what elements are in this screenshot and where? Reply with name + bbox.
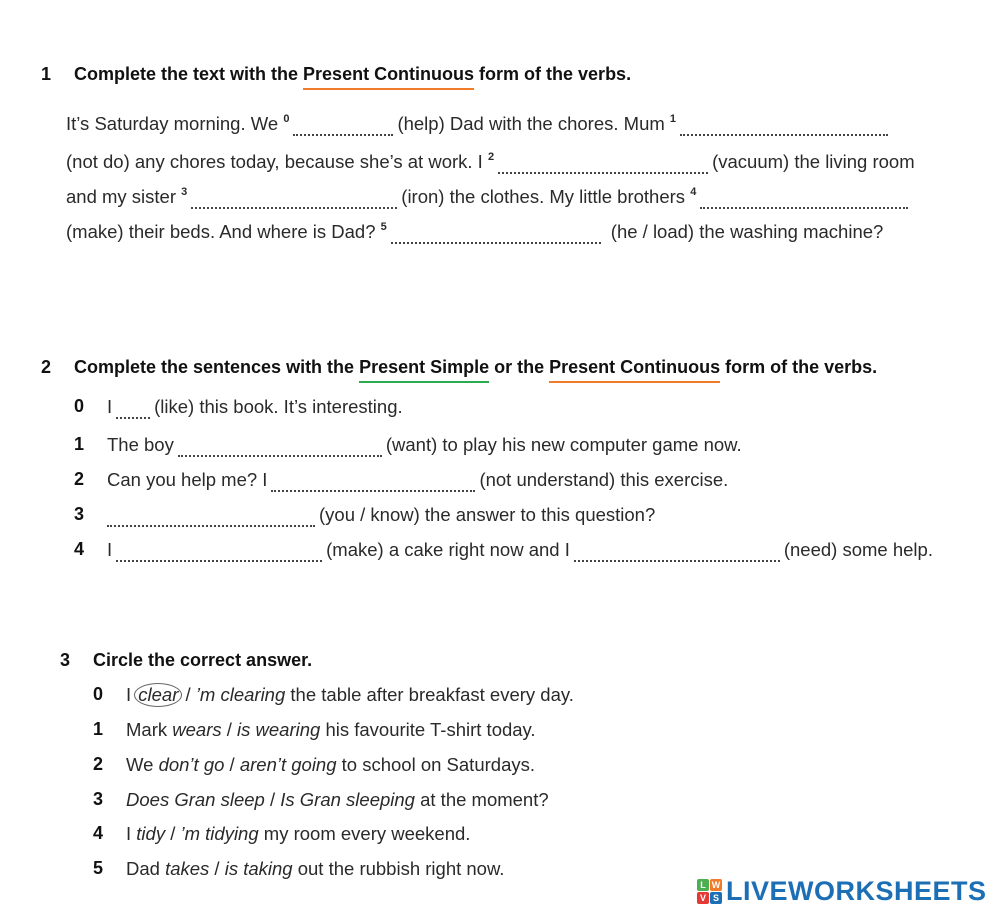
- option-2[interactable]: ’m clearing: [195, 684, 286, 705]
- exercise-3-heading: Circle the correct answer.: [93, 650, 313, 670]
- ex3-item-number: 4: [93, 823, 104, 843]
- logo-mark-letter: W: [711, 879, 721, 890]
- text: I: [107, 396, 113, 417]
- ex2-item-0: [107, 396, 403, 419]
- heading-text: Complete the sentences with the: [74, 357, 360, 377]
- logo-mark-letter: S: [710, 892, 722, 904]
- present-continuous-highlight: Present Continuous: [303, 65, 474, 90]
- text: at the moment?: [414, 789, 549, 810]
- ex2-item-2: [107, 469, 728, 492]
- ex2-gap-1-input[interactable]: [178, 437, 382, 457]
- text: (need) some help.: [783, 539, 933, 560]
- ex2-gap-2-input[interactable]: [271, 472, 475, 492]
- gap-5-input[interactable]: [391, 224, 601, 244]
- gap-4-input[interactable]: [700, 189, 908, 209]
- ex2-item-3: [103, 504, 655, 527]
- logo-text: LIVEWORKSHEETS: [726, 875, 987, 906]
- ex2-gap-4a-input[interactable]: [116, 542, 322, 562]
- text: I: [126, 823, 137, 844]
- text: (make) their beds. And where is Dad?: [66, 221, 381, 242]
- text: (like) this book. It’s interesting.: [154, 396, 403, 417]
- separator: /: [221, 719, 238, 740]
- text: It’s Saturday morning. We: [66, 113, 284, 134]
- option-1[interactable]: Does Gran sleep: [126, 789, 265, 810]
- text: (not do) any chores today, because she’s at work. I: [66, 151, 488, 172]
- text: (make) a cake right now and I: [326, 539, 570, 560]
- ex3-item-0: [126, 684, 574, 706]
- option-2[interactable]: is taking: [224, 858, 293, 879]
- option-1-circled[interactable]: clear: [134, 683, 182, 707]
- ex2-item-number: 3: [74, 504, 85, 524]
- separator: /: [264, 789, 281, 810]
- ex2-item-1: [107, 434, 742, 457]
- gap-number: 5: [380, 220, 387, 233]
- heading-text: or the: [489, 357, 550, 377]
- text: The boy: [107, 434, 174, 455]
- ex3-item-2: [126, 754, 535, 776]
- logo-mark-letter: L: [697, 879, 709, 891]
- exercise-3-number: 3: [60, 650, 71, 670]
- ex3-item-1: [126, 719, 536, 741]
- gap-2-input[interactable]: [498, 154, 708, 174]
- heading-text: Complete the text with the: [74, 64, 304, 84]
- option-1[interactable]: don’t go: [158, 754, 225, 775]
- option-2[interactable]: ’m tidying: [180, 823, 259, 844]
- liveworksheets-logo-icon: [697, 879, 722, 904]
- ex2-item-number: 2: [74, 469, 85, 489]
- ex2-gap-4b-input[interactable]: [574, 542, 780, 562]
- ex2-item-number: 0: [74, 396, 85, 416]
- ex1-line-3: [66, 186, 912, 209]
- gap-number: 1: [669, 112, 677, 125]
- heading-text: form of the verbs.: [474, 64, 632, 84]
- ex1-line-1: [66, 113, 892, 136]
- ex2-item-4: [107, 539, 933, 562]
- logo-mark-letter: V: [697, 892, 709, 904]
- text: (he / load) the washing machine?: [610, 221, 884, 242]
- text: (help) Dad with the chores. Mum: [397, 113, 670, 134]
- text: (you / know) the answer to this question?: [319, 504, 656, 525]
- ex3-item-number: 0: [93, 684, 104, 704]
- exercise-2-number: 2: [41, 357, 52, 377]
- text: Mark: [126, 719, 173, 740]
- gap-number: 2: [487, 150, 495, 163]
- ex3-item-number: 1: [93, 719, 104, 739]
- option-2[interactable]: Is Gran sleeping: [280, 789, 415, 810]
- ex1-line-4: [66, 221, 883, 244]
- text: and my sister: [66, 186, 182, 207]
- separator: /: [165, 823, 181, 844]
- exercise-1-heading: [74, 64, 631, 90]
- gap-number: 4: [690, 185, 697, 198]
- option-2[interactable]: is wearing: [237, 719, 321, 740]
- text: (vacuum) the living room: [712, 151, 915, 172]
- gap-1-input[interactable]: [680, 116, 888, 136]
- option-1[interactable]: tidy: [136, 823, 166, 844]
- gap-0-input[interactable]: [293, 116, 393, 136]
- separator: /: [180, 684, 196, 705]
- text: (iron) the clothes. My little brothers: [401, 186, 691, 207]
- ex3-item-4: [126, 823, 470, 845]
- liveworksheets-logo[interactable]: [697, 876, 987, 906]
- text: to school on Saturdays.: [336, 754, 535, 775]
- exercise-2-heading: [74, 357, 877, 383]
- gap-number: 0: [283, 112, 290, 125]
- heading-text: form of the verbs.: [720, 357, 878, 377]
- text: I: [107, 539, 113, 560]
- text: Can you help me? I: [107, 469, 268, 490]
- separator: /: [224, 754, 240, 775]
- ex3-item-number: 5: [93, 858, 104, 878]
- text: out the rubbish right now.: [292, 858, 505, 879]
- ex1-line-2: [66, 151, 915, 174]
- text: (not understand) this exercise.: [479, 469, 729, 490]
- ex3-item-5: [126, 858, 504, 880]
- text: Dad: [126, 858, 166, 879]
- text: my room every weekend.: [258, 823, 471, 844]
- gap-number: 3: [181, 185, 188, 198]
- separator: /: [209, 858, 225, 879]
- present-continuous-highlight: Present Continuous: [549, 358, 720, 383]
- ex3-item-3: [126, 789, 549, 811]
- text: his favourite T-shirt today.: [320, 719, 536, 740]
- ex3-item-number: 2: [93, 754, 104, 774]
- option-1[interactable]: wears: [172, 719, 222, 740]
- ex2-gap-0-input[interactable]: [116, 399, 150, 419]
- text: I: [126, 684, 137, 705]
- exercise-1-number: 1: [41, 64, 52, 84]
- gap-3-input[interactable]: [191, 189, 397, 209]
- text: the table after breakfast every day.: [285, 684, 574, 705]
- text: (want) to play his new computer game now.: [385, 434, 742, 455]
- ex2-item-number: 4: [74, 539, 85, 559]
- present-simple-highlight: Present Simple: [359, 358, 489, 383]
- ex2-gap-3-input[interactable]: [107, 507, 315, 527]
- option-2[interactable]: aren’t going: [239, 754, 337, 775]
- ex2-item-number: 1: [74, 434, 85, 454]
- ex3-item-number: 3: [93, 789, 104, 809]
- text: We: [126, 754, 159, 775]
- option-1[interactable]: takes: [165, 858, 210, 879]
